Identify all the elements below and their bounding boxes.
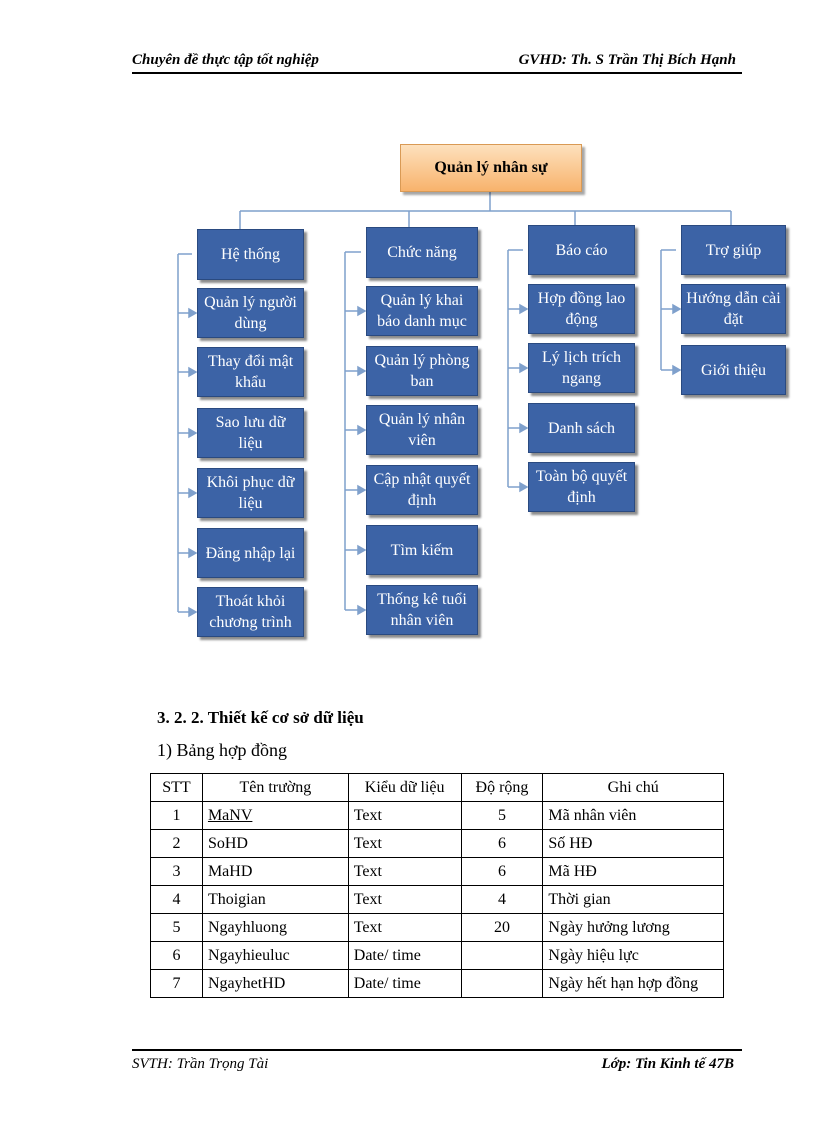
cell-ten-truong: Ngayhluong (202, 914, 348, 942)
node-hop-dong-lao-dong: Hợp đồng lao động (528, 284, 635, 334)
cell-ghi-chu: Mã HĐ (543, 858, 724, 886)
cell-ghi-chu: Ngày hiệu lực (543, 942, 724, 970)
connector-arrow (189, 608, 196, 616)
connector-arrow (358, 486, 365, 494)
table-row (151, 830, 724, 858)
cell-ghi-chu: Số HĐ (543, 830, 724, 858)
cell-stt: 7 (151, 970, 203, 998)
connector-arrow (189, 489, 196, 497)
footer-left: SVTH: Trần Trọng Tài (132, 1056, 269, 1072)
cell-ten-truong: SoHD (202, 830, 348, 858)
cell-stt: 4 (151, 886, 203, 914)
cell-do-rong: 6 (461, 858, 543, 886)
node-sao-luu-du-lieu: Sao lưu dữ liệu (197, 408, 304, 458)
connector-arrow (358, 606, 365, 614)
cell-do-rong: 5 (461, 802, 543, 830)
connector-arrow (520, 364, 527, 372)
node-thay-doi-mat-khau: Thay đổi mật khẩu (197, 347, 304, 397)
connector-arrow (189, 309, 196, 317)
header-kieu-du-lieu: Kiểu dữ liệu (348, 774, 461, 802)
node-tro-giup: Trợ giúp (681, 225, 786, 275)
cell-kieu: Text (348, 886, 461, 914)
connector-arrow (520, 424, 527, 432)
header-do-rong: Độ rộng (461, 774, 543, 802)
node-bao-cao: Báo cáo (528, 225, 635, 275)
cell-ghi-chu: Ngày hưởng lương (543, 914, 724, 942)
node-quan-ly-nguoi-dung: Quản lý người dùng (197, 288, 304, 338)
cell-do-rong: 6 (461, 830, 543, 858)
field-name-underlined: MaNV (207, 806, 253, 824)
header-stt: STT (151, 774, 203, 802)
connector-arrow (520, 305, 527, 313)
cell-stt: 1 (151, 802, 203, 830)
table-row (151, 858, 724, 886)
table-row (151, 970, 724, 998)
contract-table (150, 773, 724, 998)
header-right: GVHD: Th. S Trần Thị Bích Hạnh (518, 52, 736, 68)
cell-kieu: Date/ time (348, 970, 461, 998)
cell-stt: 3 (151, 858, 203, 886)
section-heading: 3. 2. 2. Thiết kế cơ sở dữ liệu (157, 708, 364, 727)
cell-kieu: Text (348, 858, 461, 886)
node-quan-ly-phong-ban: Quản lý phòng ban (366, 346, 478, 396)
connector-arrow (520, 483, 527, 491)
table-caption: 1) Bảng hợp đồng (157, 740, 288, 760)
cell-kieu: Text (348, 914, 461, 942)
node-khoi-phuc-du-lieu: Khôi phục dữ liệu (197, 468, 304, 518)
table-row (151, 802, 724, 830)
node-danh-sach: Danh sách (528, 403, 635, 453)
cell-kieu: Text (348, 830, 461, 858)
connector-arrow (358, 546, 365, 554)
connector-arrow (673, 366, 680, 374)
connector-arrow (358, 307, 365, 315)
node-dang-nhap-lai: Đăng nhập lại (197, 528, 304, 578)
node-toan-bo-quyet-dinh: Toàn bộ quyết định (528, 462, 635, 512)
footer-right: Lớp: Tin Kinh tế 47B (601, 1056, 734, 1072)
connector-arrow (358, 426, 365, 434)
table-row (151, 942, 724, 970)
header-ten-truong: Tên trường (202, 774, 348, 802)
node-tim-kiem: Tìm kiếm (366, 525, 478, 575)
cell-stt: 5 (151, 914, 203, 942)
node-ly-lich-trich-ngang: Lý lịch trích ngang (528, 343, 635, 393)
cell-ten-truong (202, 802, 348, 830)
connector-arrow (189, 549, 196, 557)
header-ghi-chu: Ghi chú (543, 774, 724, 802)
cell-ten-truong: MaHD (202, 858, 348, 886)
connector-arrow (189, 429, 196, 437)
node-cap-nhat-quyet-dinh: Cập nhật quyết định (366, 465, 478, 515)
cell-do-rong (461, 942, 543, 970)
connector-arrow (673, 305, 680, 313)
connector-arrow (358, 367, 365, 375)
node-quan-ly-nhan-vien: Quản lý nhân viên (366, 405, 478, 455)
table-row (151, 914, 724, 942)
cell-do-rong (461, 970, 543, 998)
node-huong-dan-cai-dat: Hướng dẫn cài đặt (681, 284, 786, 334)
cell-do-rong: 20 (461, 914, 543, 942)
cell-kieu: Text (348, 802, 461, 830)
node-quan-ly-khai-bao-danh-muc: Quản lý khai báo danh mục (366, 286, 478, 336)
node-thoat-khoi-chuong-trinh: Thoát khỏi chương trình (197, 587, 304, 637)
cell-ten-truong: NgayhetHD (202, 970, 348, 998)
node-he-thong: Hệ thống (197, 229, 304, 280)
cell-stt: 2 (151, 830, 203, 858)
cell-ghi-chu: Ngày hết hạn hợp đồng (543, 970, 724, 998)
node-chuc-nang: Chức năng (366, 227, 478, 278)
cell-stt: 6 (151, 942, 203, 970)
cell-ghi-chu: Mã nhân viên (543, 802, 724, 830)
cell-kieu: Date/ time (348, 942, 461, 970)
cell-do-rong: 4 (461, 886, 543, 914)
table-header-row (151, 774, 724, 802)
cell-ghi-chu: Thời gian (543, 886, 724, 914)
page-footer (132, 1049, 742, 1075)
node-thong-ke-tuoi-nhan-vien: Thống kê tuổi nhân viên (366, 585, 478, 635)
table-row (151, 886, 724, 914)
header-left: Chuyên đề thực tập tốt nghiệp (132, 52, 319, 68)
connector-arrow (189, 368, 196, 376)
cell-ten-truong: Ngayhieuluc (202, 942, 348, 970)
node-gioi-thieu: Giới thiệu (681, 345, 786, 395)
root-node: Quản lý nhân sự (400, 144, 582, 192)
cell-ten-truong: Thoigian (202, 886, 348, 914)
